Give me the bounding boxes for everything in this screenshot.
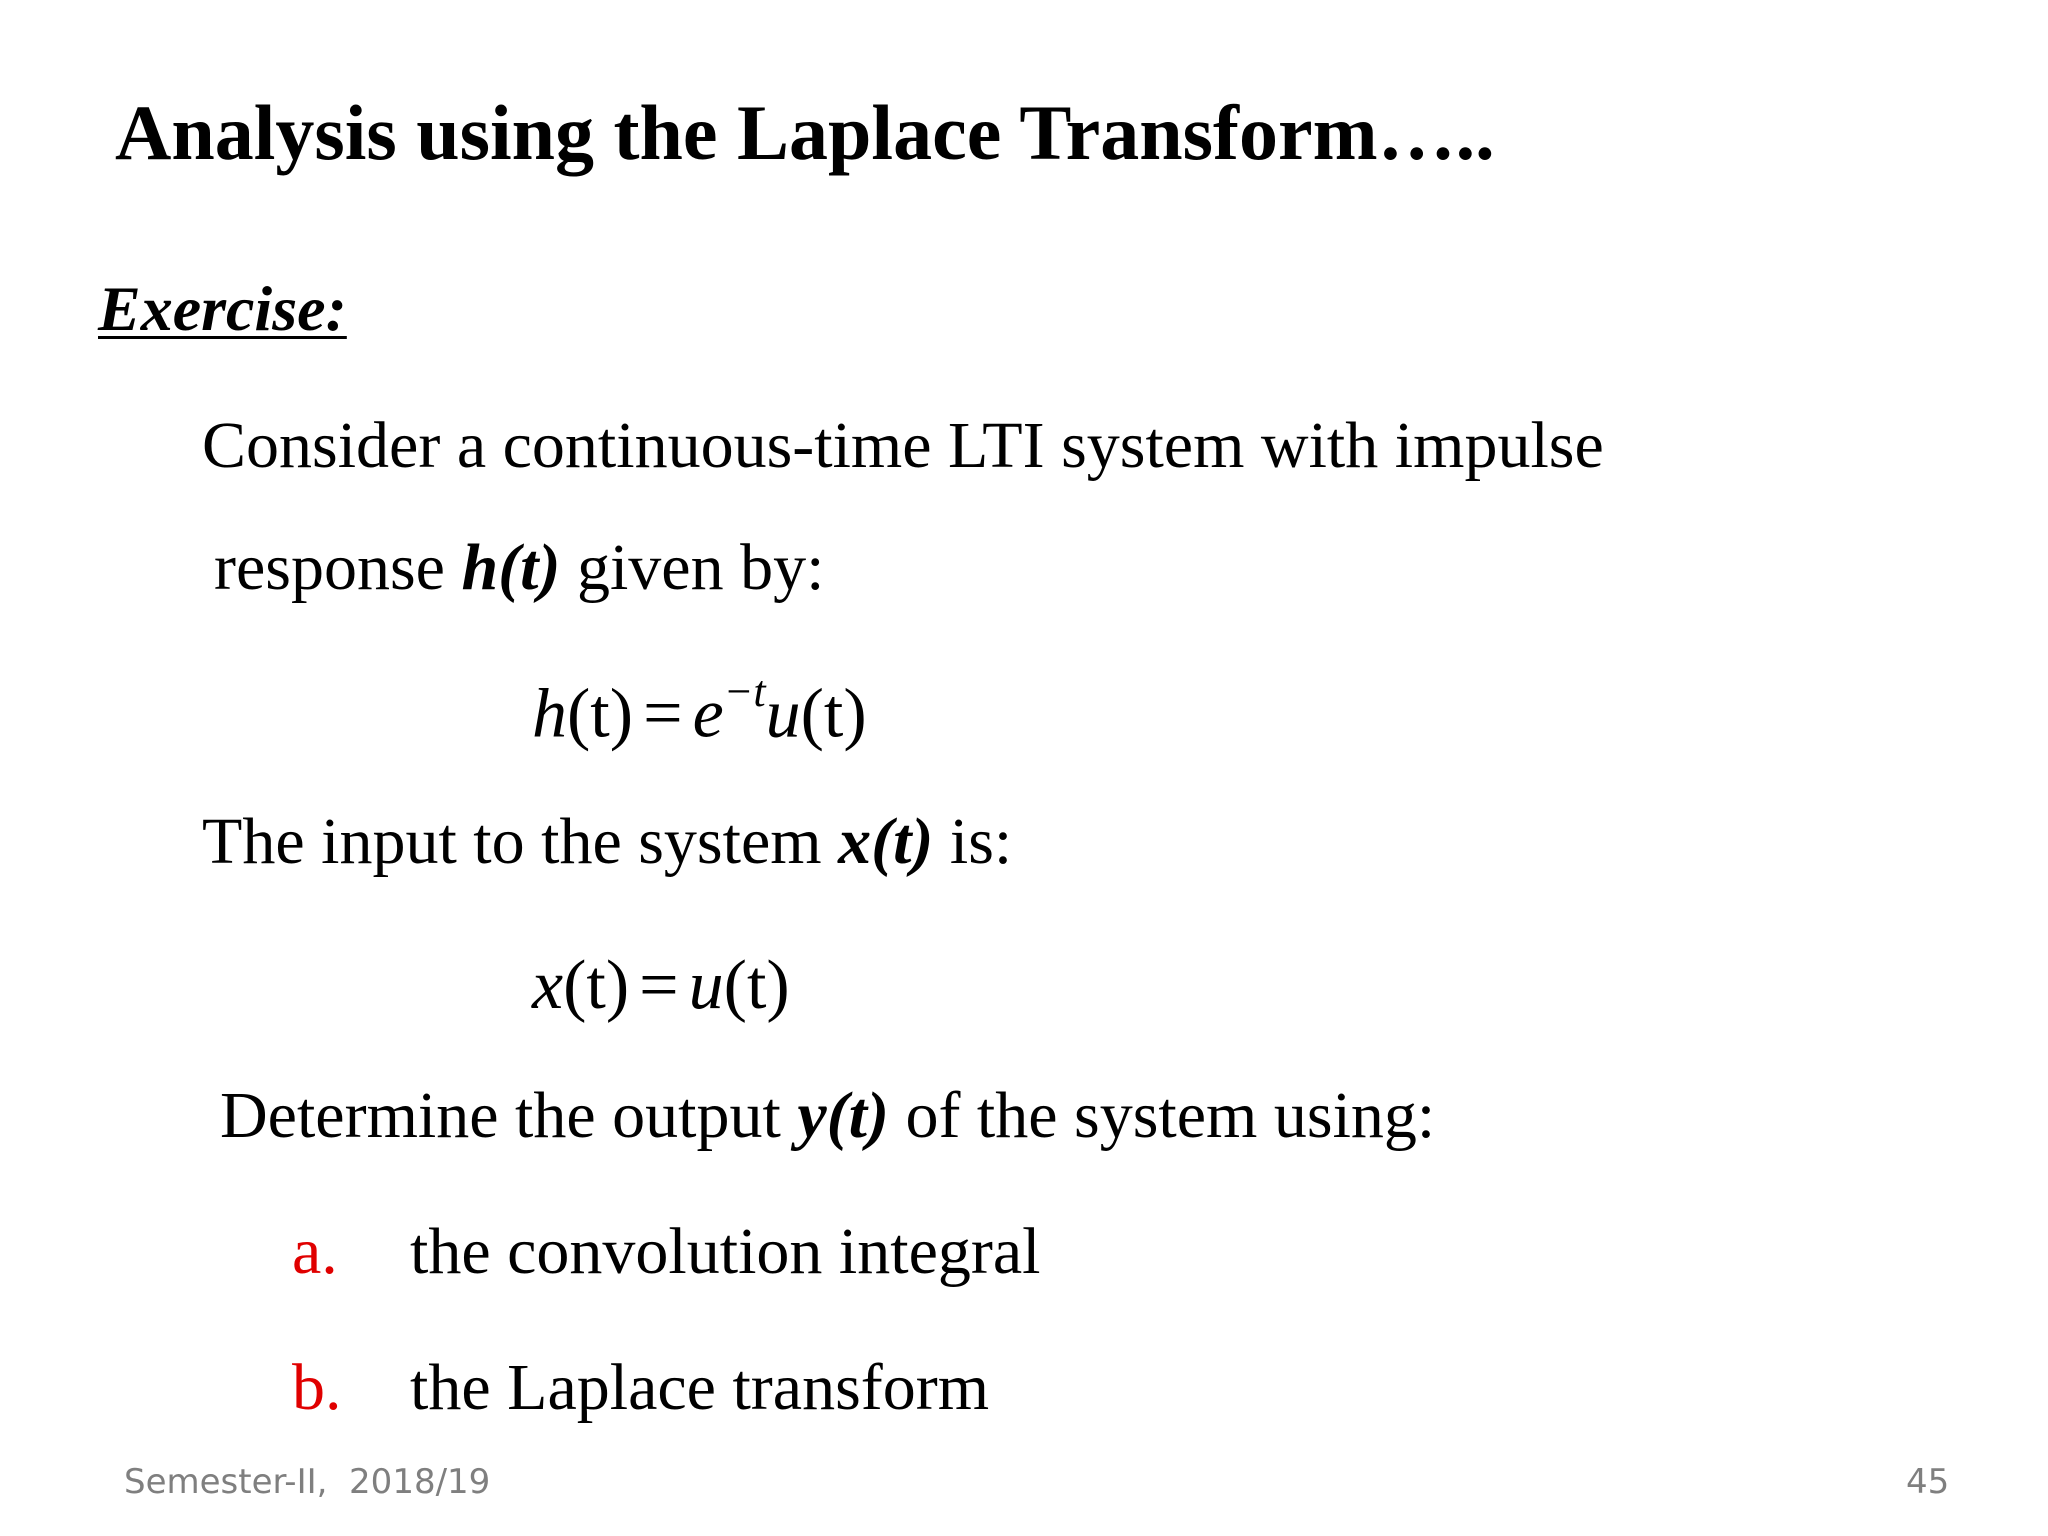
eq2-equals: = — [639, 947, 679, 1024]
eq1-equals: = — [643, 675, 683, 753]
list-item — [292, 1350, 989, 1426]
eq1-rhs-arg: (t) — [800, 675, 867, 753]
input-variable: x(t) — [838, 805, 934, 878]
problem-line-2 — [214, 530, 824, 606]
eq2-lhs-arg: (t) — [563, 947, 630, 1024]
line-4-text-post: of the system using: — [888, 1079, 1436, 1152]
line-3-text-pre: The input to the system — [202, 805, 839, 878]
eq2-rhs-arg: (t) — [723, 947, 790, 1024]
problem-line-1: Consider a continuous-time LTI system with impulse — [202, 409, 1604, 482]
impulse-response-variable: h(t) — [461, 531, 561, 604]
eq1-rhs-func: u — [765, 675, 801, 753]
line-2-text-post: given by: — [560, 531, 825, 604]
list-item — [292, 1214, 1041, 1290]
footer-page-number: 45 — [1906, 1462, 1950, 1502]
line-3-text-post: is: — [933, 805, 1013, 878]
problem-line-3 — [202, 804, 1012, 880]
list-marker-a: a. — [292, 1215, 338, 1288]
exercise-label: Exercise: — [98, 273, 347, 344]
equation-input — [532, 946, 790, 1026]
list-marker-b: b. — [292, 1351, 342, 1424]
output-variable: y(t) — [797, 1079, 889, 1152]
eq1-base: e — [692, 675, 724, 753]
line-2-text-pre: response — [214, 531, 462, 604]
list-item-text-b: the Laplace transform — [410, 1351, 990, 1424]
eq2-lhs-func: x — [532, 947, 564, 1024]
equation-impulse-response — [532, 667, 867, 754]
line-4-text-pre: Determine the output — [220, 1079, 798, 1152]
problem-line-4 — [220, 1078, 1435, 1154]
list-item-text-a: the convolution integral — [410, 1215, 1041, 1288]
eq1-lhs-func: h — [532, 675, 567, 753]
eq1-exponent: −t — [723, 667, 766, 716]
slide-title: Analysis using the Laplace Transform….. — [115, 89, 1495, 176]
eq2-rhs-func: u — [688, 947, 724, 1024]
eq1-lhs-arg: (t) — [567, 675, 634, 753]
footer-semester: Semester-II, 2018/19 — [124, 1462, 491, 1502]
